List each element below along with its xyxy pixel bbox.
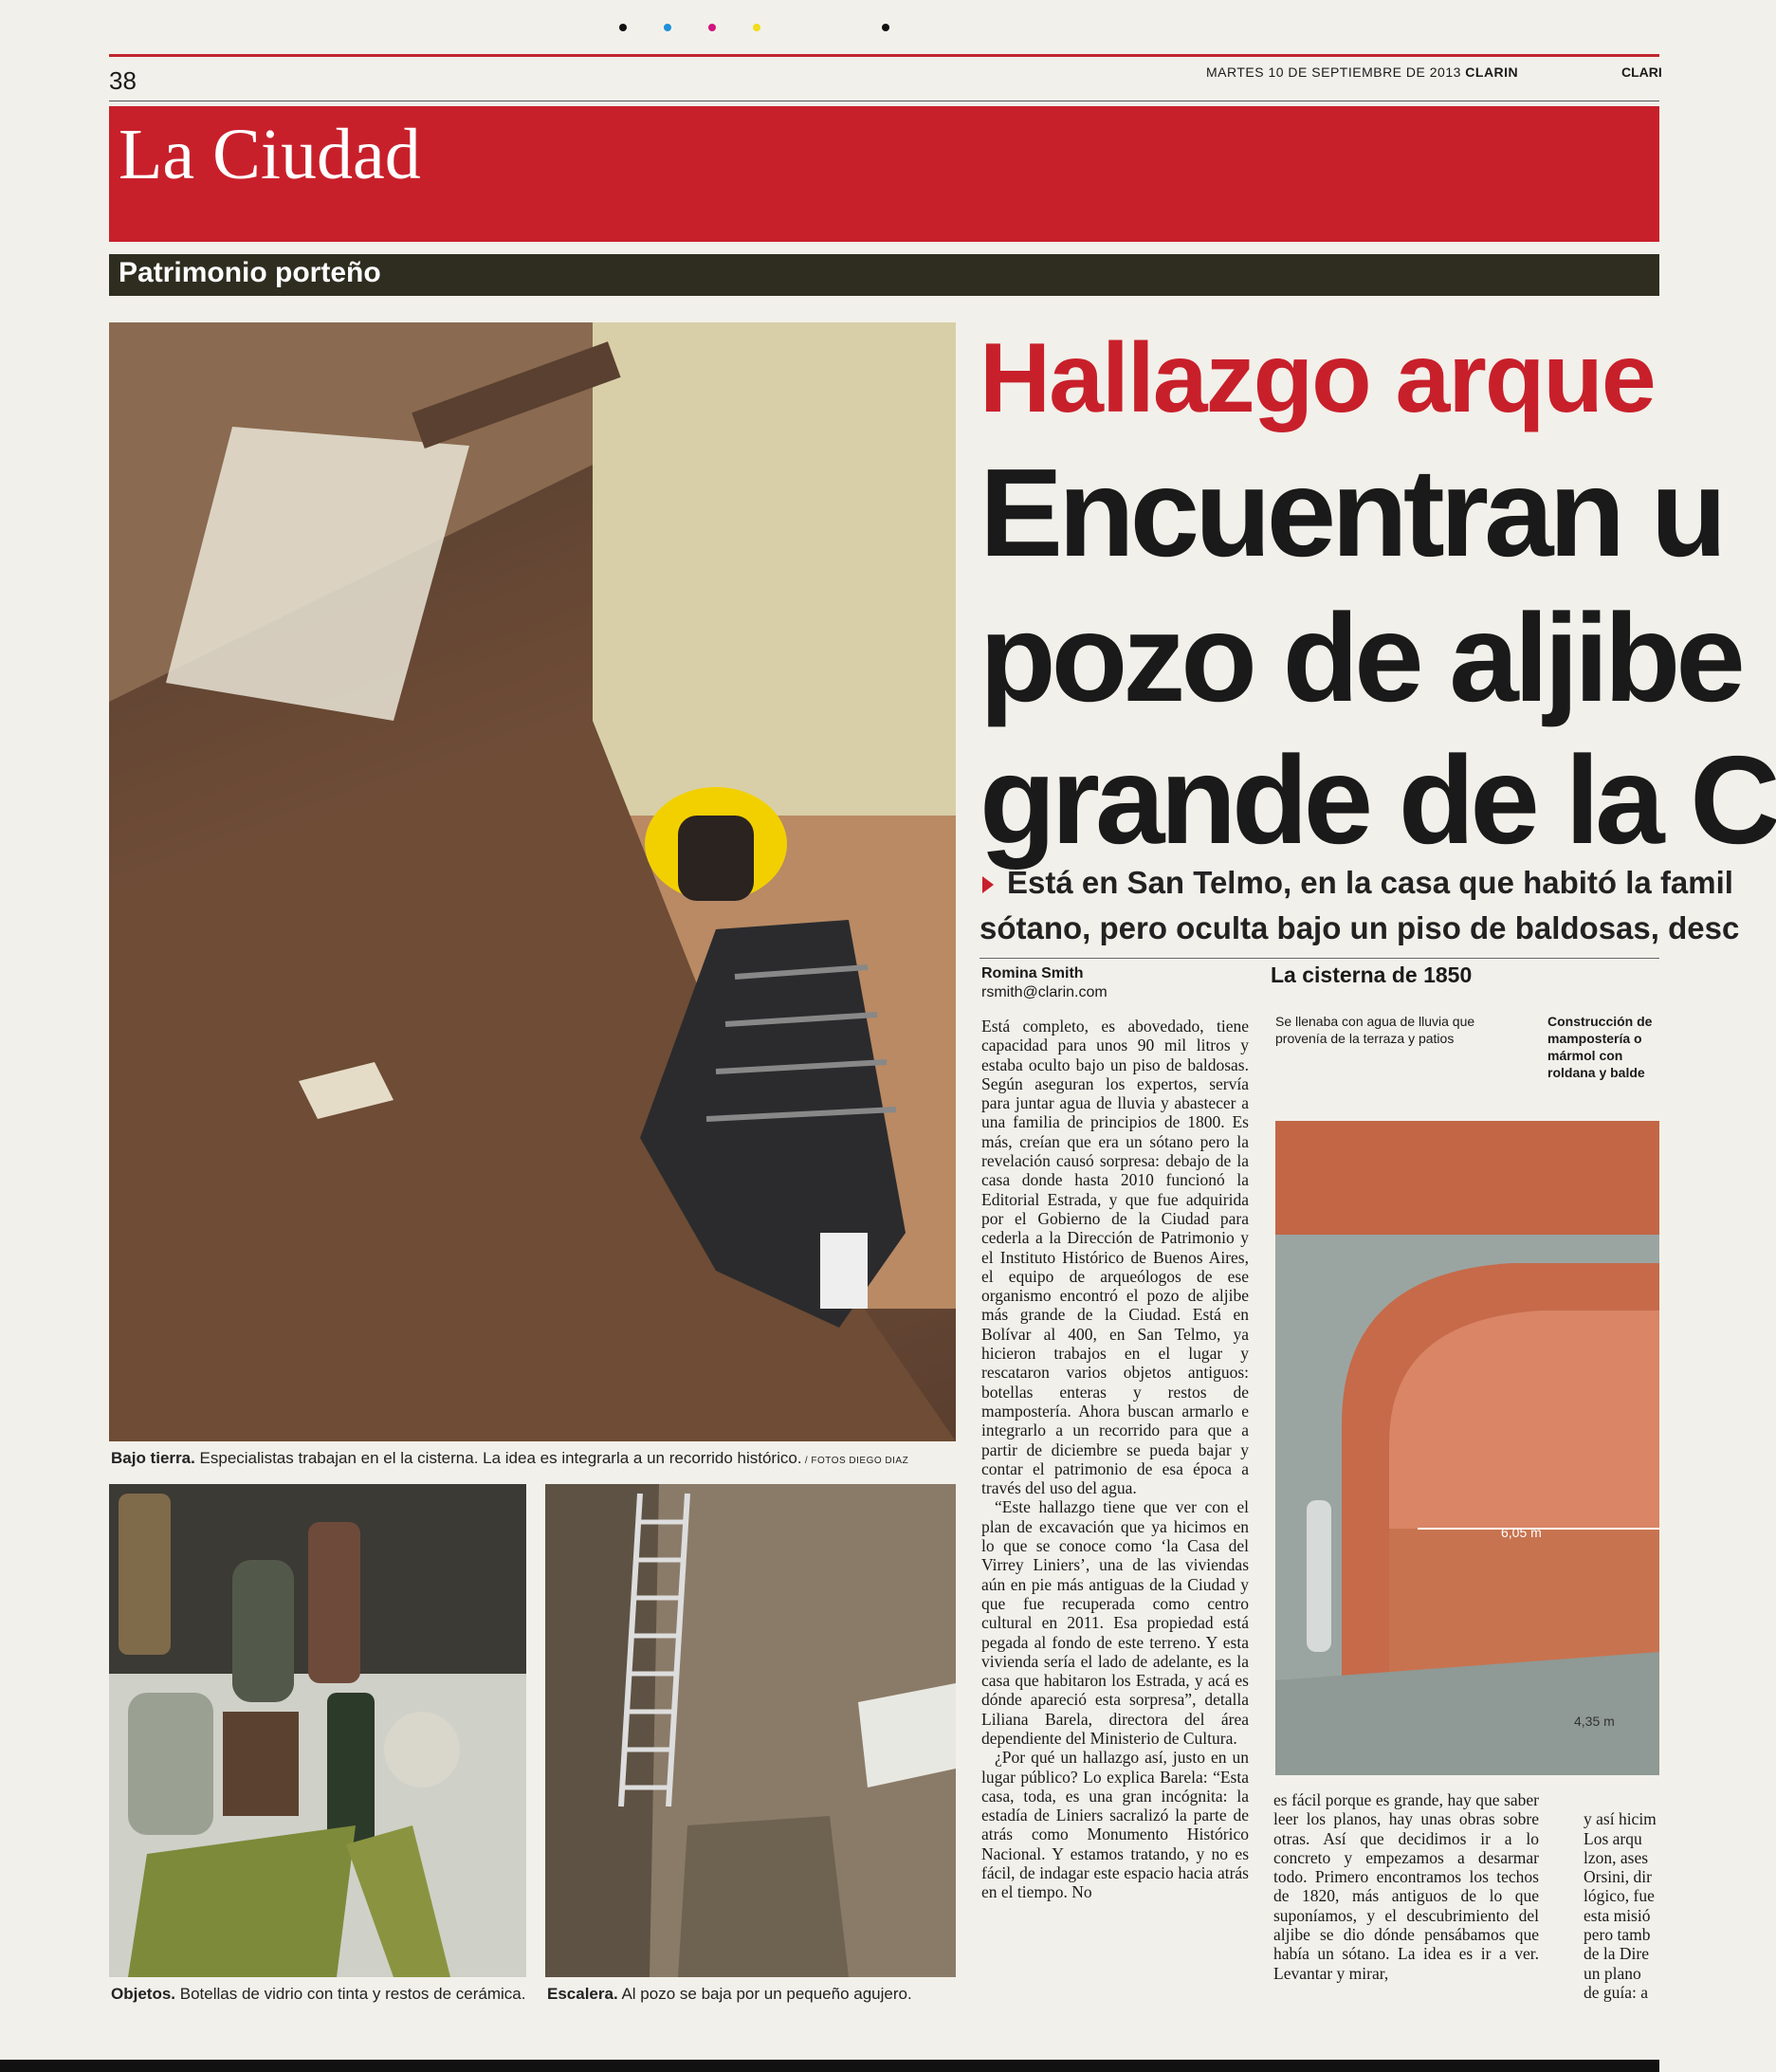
page-number: 38 bbox=[109, 66, 137, 95]
brand: CLARIN bbox=[1465, 64, 1519, 80]
kicker: Hallazgo arque bbox=[980, 323, 1655, 433]
paragraph: Está completo, es abovedado, tiene capacidad para unos 90 mil litros y estaba oculto bajo un piso de baldosas. Según aseguran los expertos, servía para juntar agua de lluvia y abastecer a una familia de principios de 1800. Es más, creían que era un sótano pero la revelación causó sorpresa: debajo de la casa donde hasta 2010 funcionó la Editorial Estrada, y que fue adquirida por el Gobierno de la Ciudad para cederla a la Dirección de Patrimonio y el Instituto Histórico de Buenos Aires, el equipo de arqueólogos de ese organismo encontró el pozo de aljibe más grande de la Ciudad. Está en Bolívar al 400, en San Telmo, ya hicieron trabajos en el lugar y rescataron varios objetos antiguos: botellas enteras y restos de mampostería. Ahora buscan armarlo e integrarlo a un recorrido para que a partir de diciembre se pueda bajar y contar el patrimonio de esa época a través del uso del agua. bbox=[981, 1017, 1249, 1498]
infographic-note-right: Construcción de mampostería o mármol con roldana y balde bbox=[1547, 1014, 1653, 1080]
subsection-label: Patrimonio porteño bbox=[119, 257, 381, 288]
objects-photo bbox=[109, 1484, 526, 1977]
deck-rule bbox=[980, 958, 1659, 959]
paragraph: es fácil porque es grande, hay que saber leer los planos, hay unas obras sobre otras. Así que decidimos ir a lo concreto y empezamos a desarmar todo. Primero encontramos los techos de 1820, más antiguos de lo que suponíamos, y el descubrimiento del aljibe se dio dónde pensábamos que había un sótano. La idea es ir a ver. Levantar y mirar, bbox=[1273, 1790, 1539, 1983]
measure-height: 6,05 m bbox=[1501, 1525, 1542, 1540]
cistern-diagram bbox=[1275, 1121, 1659, 1775]
registration-dot-black-2 bbox=[882, 24, 889, 31]
caption-lead: Escalera. bbox=[547, 1985, 618, 2003]
body-column-3 bbox=[1584, 1790, 1659, 2022]
header-rule bbox=[109, 54, 1659, 57]
registration-dot-yellow bbox=[753, 24, 760, 31]
deck-line-2: sótano, pero oculta bajo un piso de baldosas, desc bbox=[980, 910, 1740, 945]
objects-illustration bbox=[109, 1484, 526, 1977]
ladder-illustration bbox=[545, 1484, 956, 1977]
registration-dot-cyan bbox=[664, 24, 671, 31]
registration-dot-black bbox=[619, 24, 627, 31]
dateline: MARTES 10 DE SEPTIEMBRE DE 2013 CLARIN bbox=[1206, 64, 1519, 80]
paragraph: “Este hallazgo tiene que ver con el plan de excavación que ya hicimos en lo que se conoce como ‘la Casa del Virrey Liniers’, una de las viviendas aún en pie más antiguas de la Ciudad y que fue recuperada como centro cultural en 2011. Esa propiedad está pegada al fondo de este terreno. Y esta vivienda sería el lado de adelante, es la casa que habitaron los Estrada, y acá es dónde apareció esta sorpresa”, detalla Liliana Barela, directora del área dependiente del Ministerio de Cultura. bbox=[981, 1497, 1249, 1748]
byline bbox=[981, 964, 1108, 1002]
headline-line-2: pozo de aljibe bbox=[980, 588, 1741, 727]
brand-next-page: CLARI bbox=[1621, 64, 1662, 80]
headline-line-3: grande de la C bbox=[980, 730, 1776, 870]
deck-arrow-icon bbox=[982, 876, 994, 893]
caption-lead: Objetos. bbox=[111, 1985, 176, 2003]
registration-dot-magenta bbox=[708, 24, 716, 31]
main-photo bbox=[109, 322, 956, 1441]
deck-line-1: Está en San Telmo, en la casa que habitó la famil bbox=[1007, 865, 1733, 900]
objects-caption: Objetos. Botellas de vidrio con tinta y restos de cerámica. bbox=[111, 1985, 526, 2003]
bottom-edge bbox=[0, 2060, 1659, 2072]
measure-width: 4,35 m bbox=[1574, 1714, 1615, 1729]
body-column-1 bbox=[981, 1017, 1249, 1902]
body-column-2 bbox=[1273, 1790, 1539, 1983]
caption-lead: Bajo tierra. bbox=[111, 1449, 195, 1467]
paragraph: ¿Por qué un hallazgo así, justo en un lugar público? Lo explica Barela: “Esta casa, toda, es una gran incógnita: la estadía de Liniers sacralizó la parte de atrás como Monumento Histórico Nacional. Y estamos tratando, y no es fácil, de indagar este espacio hacia atrás en el tiempo. No bbox=[981, 1748, 1249, 1902]
ladder-photo bbox=[545, 1484, 956, 1977]
infographic-note-left: Se llenaba con agua de lluvia que provenía de la terraza y patios bbox=[1275, 1014, 1475, 1046]
section-title: La Ciudad bbox=[119, 115, 421, 194]
author-email: rsmith@clarin.com bbox=[981, 984, 1108, 1000]
author: Romina Smith bbox=[981, 965, 1084, 981]
paragraph: y así hicim Los arqu lzon, ases Orsini, dir lógico, fue esta misió pero tamb de la Dire un plano de guía: a bbox=[1584, 1809, 1657, 2002]
main-photo-illustration bbox=[109, 322, 956, 1441]
main-photo-caption: Bajo tierra. Especialistas trabajan en el la cisterna. La idea es integrarla a un recorrido histórico. / FOTOS DIEGO DIAZ bbox=[111, 1449, 909, 1467]
infographic-title: La cisterna de 1850 bbox=[1271, 963, 1473, 987]
ladder-caption: Escalera. Al pozo se baja por un pequeño agujero. bbox=[547, 1985, 912, 2003]
headline-line-1: Encuentran u bbox=[980, 443, 1723, 582]
cistern-illustration bbox=[1275, 1121, 1659, 1775]
